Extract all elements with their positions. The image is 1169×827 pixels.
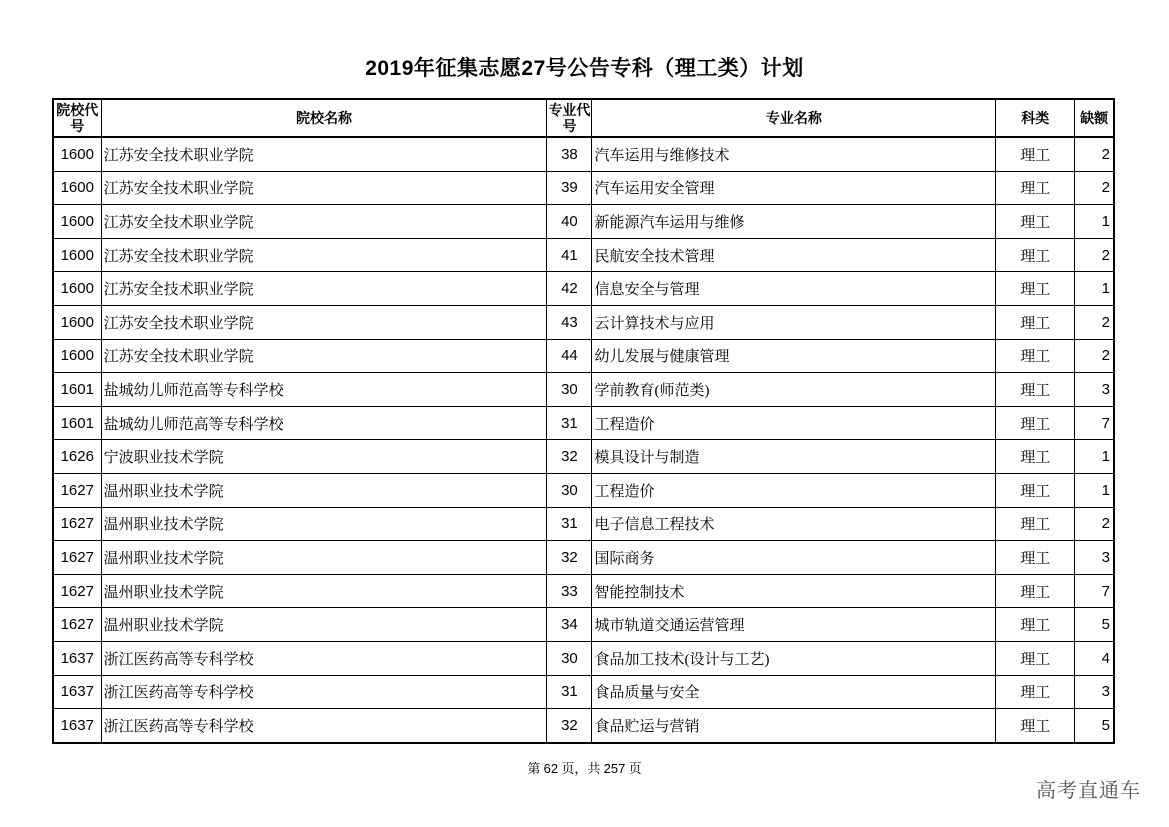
table-header-row bbox=[53, 99, 1114, 137]
cell-category: 理工 bbox=[996, 171, 1075, 205]
cell-school-name: 江苏安全技术职业学院 bbox=[101, 272, 547, 306]
cell-category: 理工 bbox=[996, 608, 1075, 642]
cell-category: 理工 bbox=[996, 473, 1075, 507]
cell-school-code: 1600 bbox=[53, 137, 101, 171]
cell-major-code: 42 bbox=[547, 272, 592, 306]
cell-school-code: 1600 bbox=[53, 238, 101, 272]
cell-major-code: 31 bbox=[547, 507, 592, 541]
cell-quota: 3 bbox=[1075, 541, 1114, 575]
cell-school-code: 1600 bbox=[53, 339, 101, 373]
cell-category: 理工 bbox=[996, 574, 1075, 608]
cell-major-code: 32 bbox=[547, 541, 592, 575]
header-quota: 缺额 bbox=[1075, 99, 1114, 137]
cell-school-name: 浙江医药高等专科学校 bbox=[101, 709, 547, 743]
cell-school-code: 1627 bbox=[53, 507, 101, 541]
cell-major-name: 食品加工技术(设计与工艺) bbox=[592, 641, 996, 675]
cell-major-name: 云计算技术与应用 bbox=[592, 305, 996, 339]
cell-major-code: 33 bbox=[547, 574, 592, 608]
cell-major-code: 30 bbox=[547, 373, 592, 407]
cell-quota: 5 bbox=[1075, 608, 1114, 642]
cell-quota: 4 bbox=[1075, 641, 1114, 675]
cell-school-name: 温州职业技术学院 bbox=[101, 507, 547, 541]
table-row bbox=[53, 137, 1114, 171]
cell-school-name: 温州职业技术学院 bbox=[101, 574, 547, 608]
cell-school-name: 温州职业技术学院 bbox=[101, 608, 547, 642]
cell-quota: 1 bbox=[1075, 473, 1114, 507]
cell-major-name: 食品贮运与营销 bbox=[592, 709, 996, 743]
cell-quota: 2 bbox=[1075, 137, 1114, 171]
cell-major-name: 国际商务 bbox=[592, 541, 996, 575]
cell-category: 理工 bbox=[996, 137, 1075, 171]
cell-quota: 2 bbox=[1075, 238, 1114, 272]
cell-school-code: 1626 bbox=[53, 440, 101, 474]
cell-major-name: 智能控制技术 bbox=[592, 574, 996, 608]
cell-major-name: 汽车运用与维修技术 bbox=[592, 137, 996, 171]
cell-category: 理工 bbox=[996, 709, 1075, 743]
cell-school-name: 盐城幼儿师范高等专科学校 bbox=[101, 373, 547, 407]
cell-category: 理工 bbox=[996, 541, 1075, 575]
cell-major-name: 民航安全技术管理 bbox=[592, 238, 996, 272]
table-row bbox=[53, 574, 1114, 608]
cell-school-name: 温州职业技术学院 bbox=[101, 473, 547, 507]
cell-major-name: 城市轨道交通运营管理 bbox=[592, 608, 996, 642]
table-row bbox=[53, 373, 1114, 407]
footer-mid: 页，共 bbox=[561, 761, 601, 776]
cell-major-code: 32 bbox=[547, 709, 592, 743]
cell-category: 理工 bbox=[996, 305, 1075, 339]
page-footer bbox=[0, 758, 1169, 777]
header-school-name: 院校名称 bbox=[101, 99, 547, 137]
plan-table bbox=[52, 98, 1115, 744]
cell-school-name: 江苏安全技术职业学院 bbox=[101, 339, 547, 373]
cell-major-code: 31 bbox=[547, 675, 592, 709]
table-row bbox=[53, 238, 1114, 272]
table-row bbox=[53, 507, 1114, 541]
cell-category: 理工 bbox=[996, 339, 1075, 373]
cell-major-name: 幼儿发展与健康管理 bbox=[592, 339, 996, 373]
page-title: 2019年征集志愿27号公告专科（理工类）计划 bbox=[365, 57, 804, 80]
cell-quota: 1 bbox=[1075, 205, 1114, 239]
table-row bbox=[53, 541, 1114, 575]
cell-school-name: 江苏安全技术职业学院 bbox=[101, 171, 547, 205]
cell-major-code: 32 bbox=[547, 440, 592, 474]
cell-school-name: 浙江医药高等专科学校 bbox=[101, 675, 547, 709]
cell-school-code: 1600 bbox=[53, 171, 101, 205]
cell-major-name: 汽车运用安全管理 bbox=[592, 171, 996, 205]
cell-quota: 2 bbox=[1075, 339, 1114, 373]
cell-major-code: 40 bbox=[547, 205, 592, 239]
table-row bbox=[53, 272, 1114, 306]
cell-major-name: 工程造价 bbox=[592, 406, 996, 440]
cell-school-name: 宁波职业技术学院 bbox=[101, 440, 547, 474]
cell-school-code: 1637 bbox=[53, 641, 101, 675]
header-school-code: 院校代号 bbox=[53, 99, 101, 137]
table-row bbox=[53, 171, 1114, 205]
table-body bbox=[53, 137, 1114, 743]
cell-school-code: 1627 bbox=[53, 541, 101, 575]
cell-major-name: 工程造价 bbox=[592, 473, 996, 507]
table-row bbox=[53, 675, 1114, 709]
cell-category: 理工 bbox=[996, 205, 1075, 239]
cell-school-name: 江苏安全技术职业学院 bbox=[101, 205, 547, 239]
table-row bbox=[53, 205, 1114, 239]
cell-category: 理工 bbox=[996, 373, 1075, 407]
footer-prefix: 第 bbox=[527, 761, 541, 776]
table-row bbox=[53, 406, 1114, 440]
cell-major-code: 34 bbox=[547, 608, 592, 642]
cell-school-code: 1627 bbox=[53, 608, 101, 642]
cell-major-name: 学前教育(师范类) bbox=[592, 373, 996, 407]
cell-quota: 2 bbox=[1075, 305, 1114, 339]
table-row bbox=[53, 473, 1114, 507]
cell-category: 理工 bbox=[996, 406, 1075, 440]
cell-major-name: 电子信息工程技术 bbox=[592, 507, 996, 541]
cell-quota: 2 bbox=[1075, 507, 1114, 541]
cell-quota: 3 bbox=[1075, 675, 1114, 709]
cell-major-name: 模具设计与制造 bbox=[592, 440, 996, 474]
cell-major-code: 38 bbox=[547, 137, 592, 171]
table-row bbox=[53, 709, 1114, 743]
header-major-name: 专业名称 bbox=[592, 99, 996, 137]
cell-quota: 1 bbox=[1075, 440, 1114, 474]
cell-category: 理工 bbox=[996, 675, 1075, 709]
cell-major-code: 30 bbox=[547, 641, 592, 675]
cell-major-name: 信息安全与管理 bbox=[592, 272, 996, 306]
cell-category: 理工 bbox=[996, 238, 1075, 272]
cell-school-name: 江苏安全技术职业学院 bbox=[101, 305, 547, 339]
footer-total-pages: 257 bbox=[603, 761, 626, 776]
cell-major-code: 31 bbox=[547, 406, 592, 440]
watermark: 高考直通车 bbox=[1036, 778, 1141, 802]
cell-major-code: 43 bbox=[547, 305, 592, 339]
cell-school-name: 盐城幼儿师范高等专科学校 bbox=[101, 406, 547, 440]
cell-school-code: 1627 bbox=[53, 574, 101, 608]
cell-category: 理工 bbox=[996, 440, 1075, 474]
cell-quota: 1 bbox=[1075, 272, 1114, 306]
cell-category: 理工 bbox=[996, 641, 1075, 675]
cell-school-name: 江苏安全技术职业学院 bbox=[101, 238, 547, 272]
cell-major-code: 41 bbox=[547, 238, 592, 272]
cell-quota: 5 bbox=[1075, 709, 1114, 743]
cell-school-name: 温州职业技术学院 bbox=[101, 541, 547, 575]
table-row bbox=[53, 608, 1114, 642]
cell-school-code: 1600 bbox=[53, 272, 101, 306]
header-category: 科类 bbox=[996, 99, 1075, 137]
header-major-code: 专业代号 bbox=[547, 99, 592, 137]
table-row bbox=[53, 305, 1114, 339]
cell-major-name: 新能源汽车运用与维修 bbox=[592, 205, 996, 239]
cell-school-code: 1637 bbox=[53, 675, 101, 709]
table-row bbox=[53, 440, 1114, 474]
cell-school-code: 1601 bbox=[53, 406, 101, 440]
cell-school-code: 1600 bbox=[53, 305, 101, 339]
cell-school-name: 江苏安全技术职业学院 bbox=[101, 137, 547, 171]
cell-school-name: 浙江医药高等专科学校 bbox=[101, 641, 547, 675]
cell-category: 理工 bbox=[996, 507, 1075, 541]
footer-page-number: 62 bbox=[543, 761, 559, 776]
cell-school-code: 1601 bbox=[53, 373, 101, 407]
table-row bbox=[53, 641, 1114, 675]
table-row bbox=[53, 339, 1114, 373]
cell-major-code: 39 bbox=[547, 171, 592, 205]
cell-category: 理工 bbox=[996, 272, 1075, 306]
cell-major-code: 30 bbox=[547, 473, 592, 507]
cell-quota: 2 bbox=[1075, 171, 1114, 205]
cell-quota: 7 bbox=[1075, 406, 1114, 440]
cell-school-code: 1637 bbox=[53, 709, 101, 743]
cell-major-name: 食品质量与安全 bbox=[592, 675, 996, 709]
cell-school-code: 1627 bbox=[53, 473, 101, 507]
footer-suffix: 页 bbox=[628, 761, 642, 776]
cell-quota: 3 bbox=[1075, 373, 1114, 407]
cell-quota: 7 bbox=[1075, 574, 1114, 608]
cell-school-code: 1600 bbox=[53, 205, 101, 239]
cell-major-code: 44 bbox=[547, 339, 592, 373]
